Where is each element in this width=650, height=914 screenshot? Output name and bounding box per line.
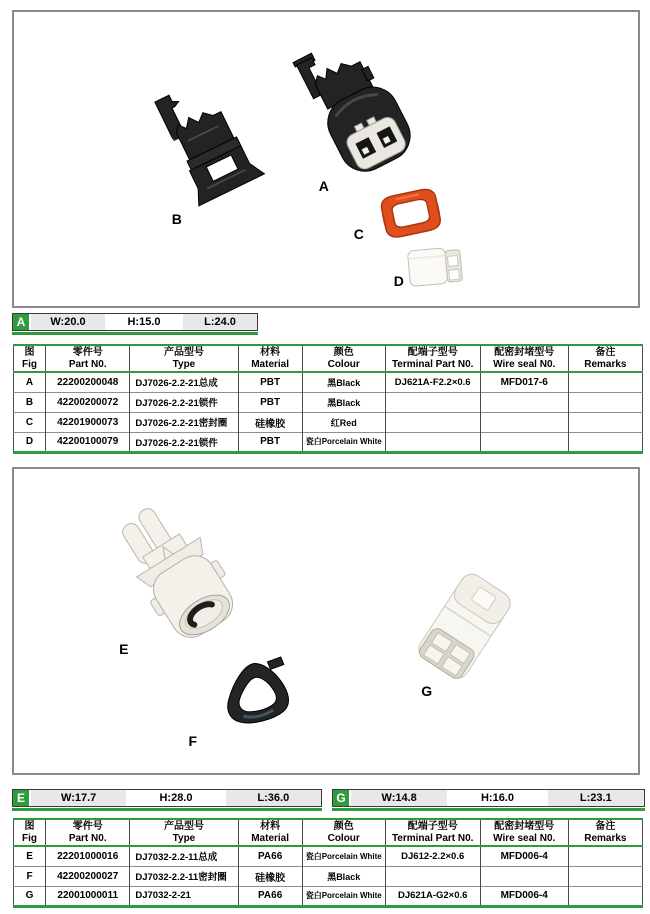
part-g-drawing: [414, 570, 514, 683]
dim-badge-a: A: [13, 314, 31, 330]
cell-terminal: [385, 866, 480, 886]
cell-remarks: [568, 392, 642, 412]
col-header-remarks: 备注 Remarks: [568, 345, 642, 372]
cell-material: PBT: [238, 392, 302, 412]
connector-illustration-top: [14, 12, 638, 306]
cell-material: PA66: [238, 886, 302, 906]
cell-colour: 红Red: [302, 412, 385, 432]
product-photo-box-top: [12, 10, 640, 308]
part-e-drawing: [107, 491, 247, 649]
col-header-wireseal: 配密封堵型号 Wire seal N0.: [480, 345, 568, 372]
dim-width-e: W:17.7: [31, 790, 126, 806]
cell-material: PBT: [238, 372, 302, 392]
green-underline: [332, 808, 645, 811]
cell-part: 42200200027: [46, 866, 130, 886]
cell-part: 22200200048: [46, 372, 130, 392]
dim-width-a: W:20.0: [31, 314, 105, 330]
table-row: [14, 372, 643, 392]
dim-height-g: H:16.0: [447, 790, 545, 806]
cell-wireseal: MFD006-4: [480, 846, 568, 866]
parts-table-bottom: [13, 818, 643, 908]
col-header-fig: 图 Fig: [14, 819, 46, 846]
figure-label-b: B: [171, 211, 183, 227]
cell-fig: A: [25, 376, 34, 388]
dim-height-a: H:15.0: [105, 314, 181, 330]
cell-part: 22201000016: [46, 846, 130, 866]
cell-wireseal: MFD006-4: [480, 886, 568, 906]
cell-colour: 瓷白Porcelain White: [302, 886, 385, 906]
part-a-drawing: [293, 29, 419, 180]
cell-part: 22001000011: [46, 886, 130, 906]
dim-height-e: H:28.0: [126, 790, 223, 806]
figure-label-a: A: [318, 178, 330, 194]
col-header-fig: 图 Fig: [14, 345, 46, 372]
cell-colour: 瓷白Porcelain White: [302, 432, 385, 452]
connector-illustration-bottom: [14, 469, 638, 773]
col-header-colour: 颜色 Colour: [302, 345, 385, 372]
cell-fig: C: [14, 412, 46, 432]
cell-terminal: [385, 392, 480, 412]
cell-type: DJ7026-2.2-21密封圈: [130, 412, 238, 432]
col-header-part: 零件号 Part N0.: [46, 345, 130, 372]
cell-terminal: DJ621A-F2.2×0.6: [385, 372, 480, 392]
cell-remarks: [568, 372, 642, 392]
col-header-terminal: 配端子型号 Terminal Part N0.: [385, 819, 480, 846]
cell-remarks: [568, 846, 642, 866]
table-header-row: [14, 819, 643, 846]
cell-material: 硅橡胶: [238, 412, 302, 432]
table-row: [14, 846, 643, 866]
cell-wireseal: [480, 866, 568, 886]
dim-length-a: L:24.0: [181, 314, 257, 330]
cell-type: DJ7026-2.2-21锁件: [130, 432, 238, 452]
cell-wireseal: [480, 412, 568, 432]
cell-terminal: [385, 432, 480, 452]
dim-badge-g: G: [333, 790, 351, 806]
col-header-type: 产品型号 Type: [130, 345, 238, 372]
table-row: [14, 866, 643, 886]
col-header-wireseal: 配密封堵型号 Wire seal N0.: [480, 819, 568, 846]
cell-part: 42200100079: [46, 432, 130, 452]
col-header-terminal: 配端子型号 Terminal Part N0.: [385, 345, 480, 372]
dim-width-g: W:14.8: [351, 790, 447, 806]
cell-type: DJ7032-2.2-11密封圈: [130, 866, 238, 886]
figure-label-g: G: [421, 683, 433, 699]
cell-type: DJ7032-2-21: [130, 886, 238, 906]
table-row: [14, 886, 643, 906]
cell-terminal: [385, 412, 480, 432]
cell-part: 42200200072: [46, 392, 130, 412]
figure-label-c: C: [353, 226, 365, 242]
cell-remarks: [568, 886, 642, 906]
col-header-type: 产品型号 Type: [130, 819, 238, 846]
dim-length-e: L:36.0: [224, 790, 321, 806]
figure-label-f: F: [188, 733, 198, 749]
cell-material: PA66: [238, 846, 302, 866]
green-underline: [12, 808, 322, 811]
cell-remarks: [568, 432, 642, 452]
part-f-drawing: [222, 657, 291, 726]
table-row: [14, 432, 643, 452]
cell-colour: 黑Black: [302, 392, 385, 412]
cell-material: PBT: [238, 432, 302, 452]
cell-fig: B: [14, 392, 46, 412]
col-header-material: 材料 Material: [238, 819, 302, 846]
cell-part: 42201900073: [46, 412, 130, 432]
part-b-drawing: [150, 73, 265, 206]
product-photo-box-bottom: [12, 467, 640, 775]
figure-label-e: E: [119, 641, 129, 657]
cell-wireseal: MFD017-6: [480, 372, 568, 392]
cell-remarks: [568, 412, 642, 432]
col-header-part: 零件号 Part N0.: [46, 819, 130, 846]
cell-remarks: [568, 866, 642, 886]
dimension-bar-g: [332, 789, 645, 811]
cell-colour: 黑Black: [302, 372, 385, 392]
cell-wireseal: [480, 432, 568, 452]
part-c-drawing: [380, 187, 443, 239]
table-row: [14, 392, 643, 412]
col-header-remarks: 备注 Remarks: [568, 819, 642, 846]
cell-terminal: DJ612-2.2×0.6: [385, 846, 480, 866]
cell-type: DJ7026-2.2-21锁件: [130, 392, 238, 412]
cell-terminal: DJ621A-G2×0.6: [385, 886, 480, 906]
part-d-drawing: [407, 247, 462, 287]
parts-table-top: [13, 344, 643, 454]
cell-material: 硅橡胶: [238, 866, 302, 886]
dimension-bar-e: [12, 789, 322, 811]
table-row: [14, 412, 643, 432]
cell-type: DJ7032-2.2-11总成: [130, 846, 238, 866]
dimension-bar-a: [12, 313, 258, 335]
cell-fig: G: [14, 886, 46, 906]
green-underline: [12, 332, 258, 335]
cell-wireseal: [480, 392, 568, 412]
cell-type: DJ7026-2.2-21总成: [130, 372, 238, 392]
cell-fig: E: [26, 850, 33, 862]
figure-label-d: D: [393, 273, 405, 289]
cell-fig: F: [14, 866, 46, 886]
dim-length-g: L:23.1: [546, 790, 644, 806]
col-header-material: 材料 Material: [238, 345, 302, 372]
table-header-row: [14, 345, 643, 372]
cell-colour: 瓷白Porcelain White: [302, 846, 385, 866]
cell-fig: D: [14, 432, 46, 452]
cell-colour: 黑Black: [302, 866, 385, 886]
col-header-colour: 颜色 Colour: [302, 819, 385, 846]
dim-badge-e: E: [13, 790, 31, 806]
